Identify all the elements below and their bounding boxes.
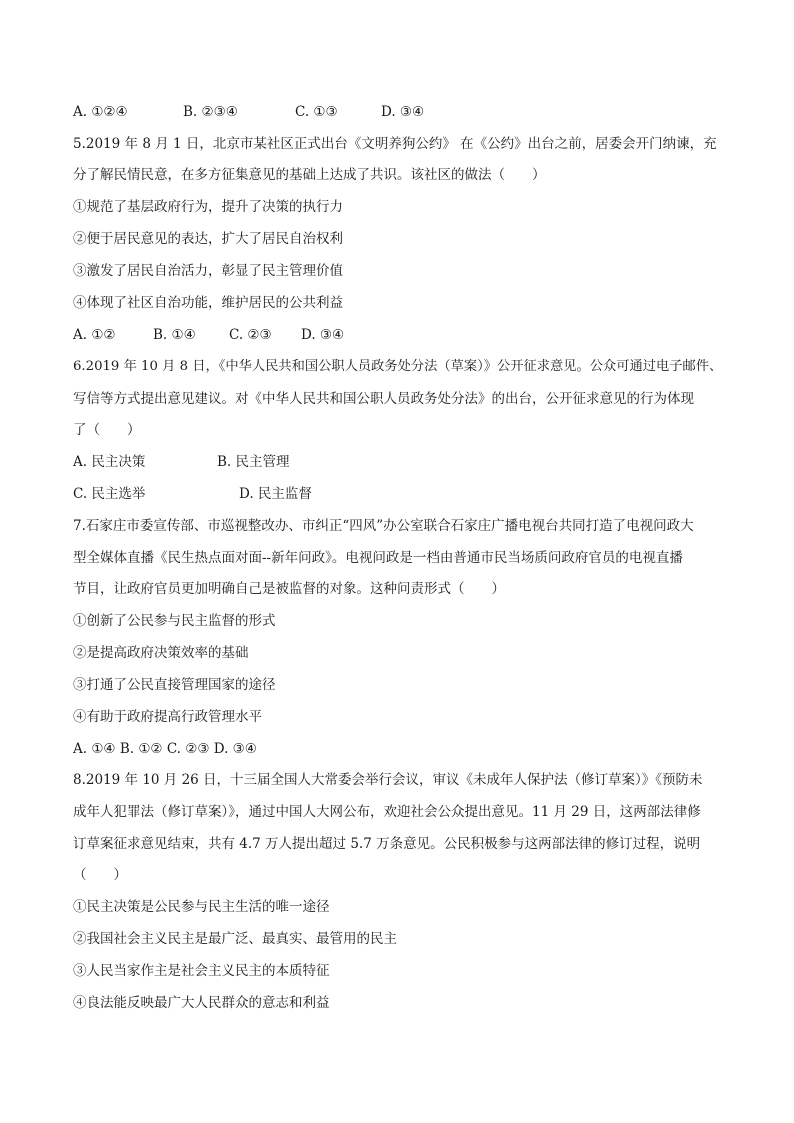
q5-stem-line1: 5.2019 年 8 月 1 日，北京市某社区正式出台《文明养狗公约》 在《公约》出台之前，居委会开门纳谏，充 [73, 136, 717, 152]
q6-option-a: A. 民主决策 [73, 454, 146, 470]
q6-stem-line1: 6.2019 年 10 月 8 日，《中华人民共和国公职人员政务处分法（草案）》公开征求意见。公众可通过电子邮件、 [73, 359, 723, 374]
q4-option-c: C. ①③ [295, 104, 338, 120]
q5-statement-1: ①规范了基层政府行为，提升了决策的执行力 [73, 199, 343, 215]
q4-option-d: D. ③④ [381, 104, 425, 120]
q6-option-b: B. 民主管理 [217, 454, 290, 470]
q8-stem-line3: 订草案征求意见结束，共有 4.7 万人提出超过 5.7 万条意见。公民积极参与这两部法律的修订过程，说明 [73, 836, 701, 852]
q8-statement-3: ③人民当家作主是社会主义民主的本质特征 [73, 963, 330, 979]
q6-options-row2 [73, 485, 733, 503]
q4-option-b: B. ②③④ [183, 104, 238, 120]
q8-stem-line2: 成年人犯罪法（修订草案）》，通过中国人大网公布，欢迎社会公众提出意见。11 月 29 日，这两部法律修 [73, 804, 701, 820]
q5-option-a: A. ①② [73, 327, 116, 343]
q5-statement-2: ②便于居民意见的表达，扩大了居民自治权利 [73, 231, 343, 247]
q6-stem-line3: 了（ ） [73, 422, 141, 438]
q6-stem-line2: 写信等方式提出意见建议。对《中华人民共和国公职人员政务处分法》的出台，公开征求意见的行为体现 [73, 391, 694, 407]
q4-options [73, 103, 733, 121]
q7-statement-2: ②是提高政府决策效率的基础 [73, 645, 249, 661]
q4-option-a: A. ①②④ [73, 104, 128, 120]
q8-stem-line1: 8.2019 年 10 月 26 日，十三届全国人大常委会举行会议，审议《未成年人保护法（修订草案）》《预防未 [73, 772, 703, 788]
q5-option-b: B. ①④ [153, 327, 196, 343]
q5-options [73, 326, 733, 344]
q7-stem-line1: 7.石家庄市委宣传部、市巡视整改办、市纠正“四风”办公室联合石家庄广播电视台共同打造了电视问政大 [73, 518, 694, 534]
q7-statement-3: ③打通了公民直接管理国家的途径 [73, 677, 276, 693]
q5-statement-3: ③激发了居民自治活力，彰显了民主管理价值 [73, 263, 343, 279]
q7-statement-1: ①创新了公民参与民主监督的形式 [73, 613, 276, 629]
q8-statement-2: ②我国社会主义民主是最广泛、最真实、最管用的民主 [73, 931, 397, 947]
q5-option-d: D. ③④ [301, 327, 345, 343]
q5-statement-4: ④体现了社区自治功能，维护居民的公共利益 [73, 295, 343, 311]
q5-option-c: C. ②③ [229, 327, 272, 343]
q7-stem-line2: 型全媒体直播《民生热点面对面--新年问政》。电视问政是一档由普通市民当场质问政府官员的电视直播 [73, 550, 683, 566]
q5-stem-line2: 分了解民情民意，在多方征集意见的基础上达成了共识。该社区的做法（ ） [73, 167, 546, 183]
q8-statement-4: ④良法能反映最广大人民群众的意志和利益 [73, 995, 330, 1011]
q6-option-c: C. 民主选举 [73, 486, 146, 502]
q8-stem-line4: （ ） [73, 867, 127, 883]
q7-statement-4: ④有助于政府提高行政管理水平 [73, 709, 262, 725]
q8-statement-1: ①民主决策是公民参与民主生活的唯一途径 [73, 899, 330, 915]
q7-options: A. ①④ B. ①② C. ②③ D. ③④ [73, 741, 257, 757]
q6-option-d: D. 民主监督 [239, 486, 312, 502]
q7-stem-line3: 节目，让政府官员更加明确自己是被监督的对象。这种问责形式（ ） [73, 581, 505, 597]
q6-options-row1 [73, 453, 733, 471]
